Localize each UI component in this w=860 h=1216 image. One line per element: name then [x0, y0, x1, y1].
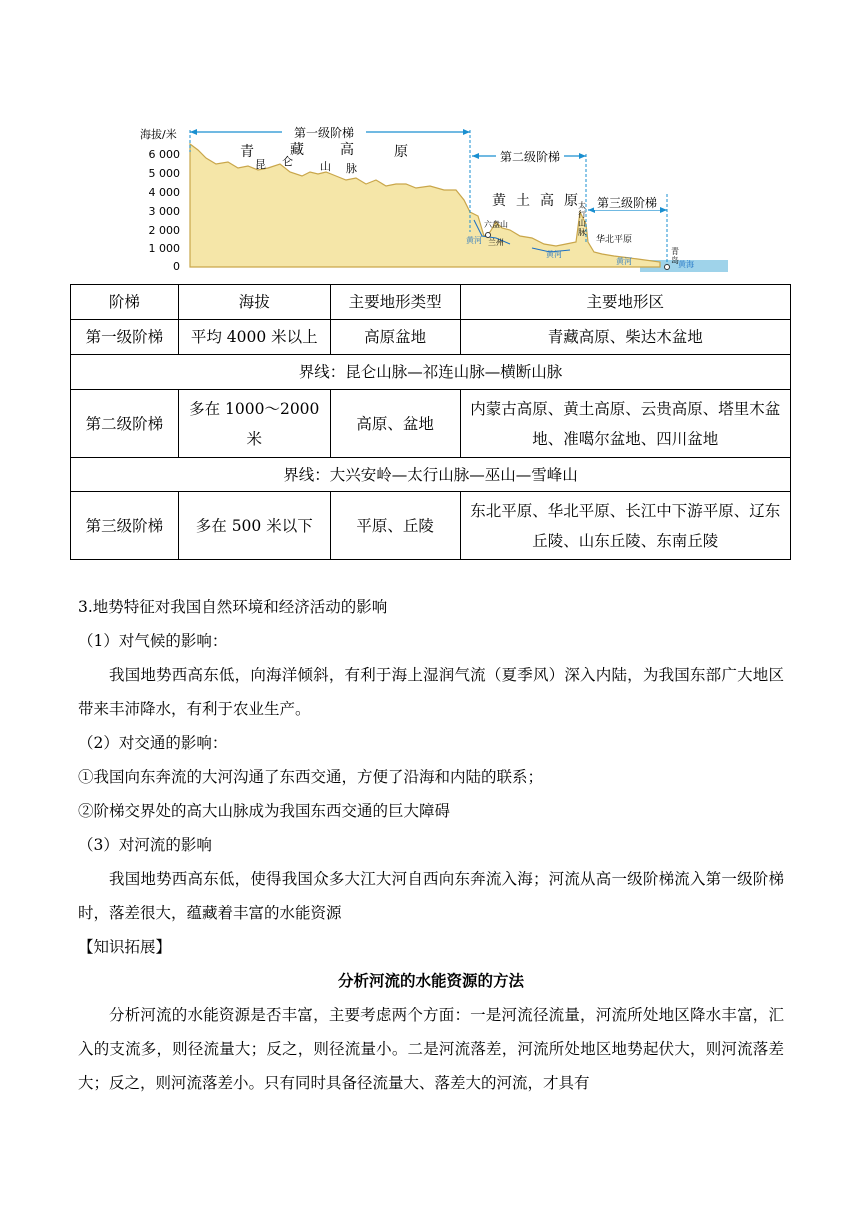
method-title: 分析河流的水能资源的方法	[337, 971, 524, 990]
y-axis-label: 海拔/米	[140, 128, 177, 141]
region-char: 青	[240, 144, 254, 160]
taihang-char: 山	[578, 219, 586, 228]
content-body	[78, 590, 784, 1100]
step-label-2: 第二级阶梯	[499, 150, 561, 164]
boundary-cell: 界线：大兴安岭—太行山脉—巫山—雪峰山	[71, 458, 791, 492]
y-tick: 2 000	[148, 224, 180, 237]
steps-table	[70, 284, 791, 560]
landform-type-cell: 高原、盆地	[330, 390, 460, 458]
qingdao-marker	[665, 265, 670, 270]
region-char: 高	[340, 142, 354, 158]
y-tick: 4 000	[148, 186, 180, 199]
paragraph: 我国地势西高东低，向海洋倾斜，有利于海上湿润气流（夏季风）深入内陆，为我国东部广大地区带来丰沛降水，有利于农业生产。	[78, 666, 784, 718]
y-tick: 1 000	[148, 242, 180, 255]
list-item: ②阶梯交界处的高大山脉成为我国东西交通的巨大障碍	[78, 802, 451, 820]
region-char: 山	[320, 160, 331, 173]
subheading: （1）对气候的影响：	[78, 632, 228, 650]
step-name-cell: 第三级阶梯	[71, 492, 179, 560]
qingdao-char: 岛	[671, 256, 679, 265]
region-char: 原	[564, 193, 578, 209]
y-tick: 5 000	[148, 167, 180, 180]
y-ticks	[149, 148, 181, 273]
section-heading: 3.地势特征对我国自然环境和经济活动的影响	[78, 598, 388, 616]
landform-type-cell: 平原、丘陵	[330, 492, 460, 560]
header-cell: 主要地形区	[460, 285, 791, 320]
altitude-cell: 多在 500 米以下	[178, 492, 330, 560]
y-tick: 3 000	[148, 205, 180, 218]
subheading: （3）对河流的影响	[78, 836, 212, 854]
header-cell: 阶梯	[71, 285, 179, 320]
river-label: 黄河	[546, 250, 562, 259]
lanzhou-marker	[486, 233, 491, 238]
region-char: 藏	[290, 142, 304, 158]
region-char: 脉	[346, 162, 357, 175]
extension-label: 【知识拓展】	[78, 938, 172, 956]
list-item: ①我国向东奔流的大河沟通了东西交通，方便了沿海和内陆的联系；	[78, 768, 544, 786]
table-divider-row	[71, 458, 791, 492]
paragraph: 我国地势西高东低，使得我国众多大江大河自西向东奔流入海；河流从高一级阶梯流入第一级阶梯时，落差很大，蕴藏着丰富的水能资源	[78, 870, 784, 922]
altitude-cell: 平均 4000 米以上	[178, 320, 330, 355]
y-tick: 6 000	[148, 148, 180, 161]
huabei-label: 华北平原	[596, 235, 633, 245]
river-label: 黄河	[466, 236, 482, 245]
river-label: 黄河	[616, 257, 632, 266]
subheading: （2）对交通的影响：	[78, 734, 228, 752]
table-row	[71, 492, 791, 560]
region-char: 黄	[492, 193, 506, 209]
liupanshan-label: 六盘山	[484, 220, 508, 229]
paragraph: 分析河流的水能资源是否丰富，主要考虑两个方面：一是河流径流量，河流所处地区降水丰富，汇入的支流多，则径流量大；反之，则径流量小。二是河流落差，河流所处地区地势起伏大，则河流落差大；反之，则河流落差小。只有同时具备径流量大、落差大的河流，才具有	[78, 1006, 784, 1092]
y-tick: 0	[173, 260, 180, 273]
river-label: 黄海	[678, 260, 694, 269]
qingdao-char: 青	[671, 247, 679, 256]
table-row	[71, 390, 791, 458]
region-char: 土	[516, 193, 530, 209]
landform-region-cell: 内蒙古高原、黄土高原、云贵高原、塔里木盆地、准噶尔盆地、四川盆地	[460, 390, 791, 458]
header-cell: 主要地形类型	[330, 285, 460, 320]
taihang-label	[578, 200, 586, 237]
table-row	[71, 320, 791, 355]
boundary-cell: 界线：昆仑山脉—祁连山脉—横断山脉	[71, 355, 791, 390]
landform-region-cell: 青藏高原、柴达木盆地	[460, 320, 791, 355]
step-name-cell: 第一级阶梯	[71, 320, 179, 355]
altitude-cell: 多在 1000～2000 米	[178, 390, 330, 458]
step-label-1: 第一级阶梯	[293, 126, 355, 140]
taihang-char: 太	[578, 201, 586, 210]
taihang-char: 行	[578, 210, 586, 219]
terrain-profile-figure	[140, 112, 730, 282]
lanzhou-label: 兰州	[488, 238, 504, 247]
region-char: 仑	[282, 155, 293, 168]
table-divider-row	[71, 355, 791, 390]
step-name-cell: 第二级阶梯	[71, 390, 179, 458]
table-header-row	[71, 285, 791, 320]
step-label-3: 第三级阶梯	[596, 196, 658, 210]
region-char: 原	[394, 144, 408, 160]
landform-type-cell: 高原盆地	[330, 320, 460, 355]
region-char: 高	[540, 193, 554, 209]
header-cell: 海拔	[178, 285, 330, 320]
taihang-char: 脉	[578, 228, 586, 237]
region-char: 昆	[255, 158, 266, 171]
landform-region-cell: 东北平原、华北平原、长江中下游平原、辽东丘陵、山东丘陵、东南丘陵	[460, 492, 791, 560]
